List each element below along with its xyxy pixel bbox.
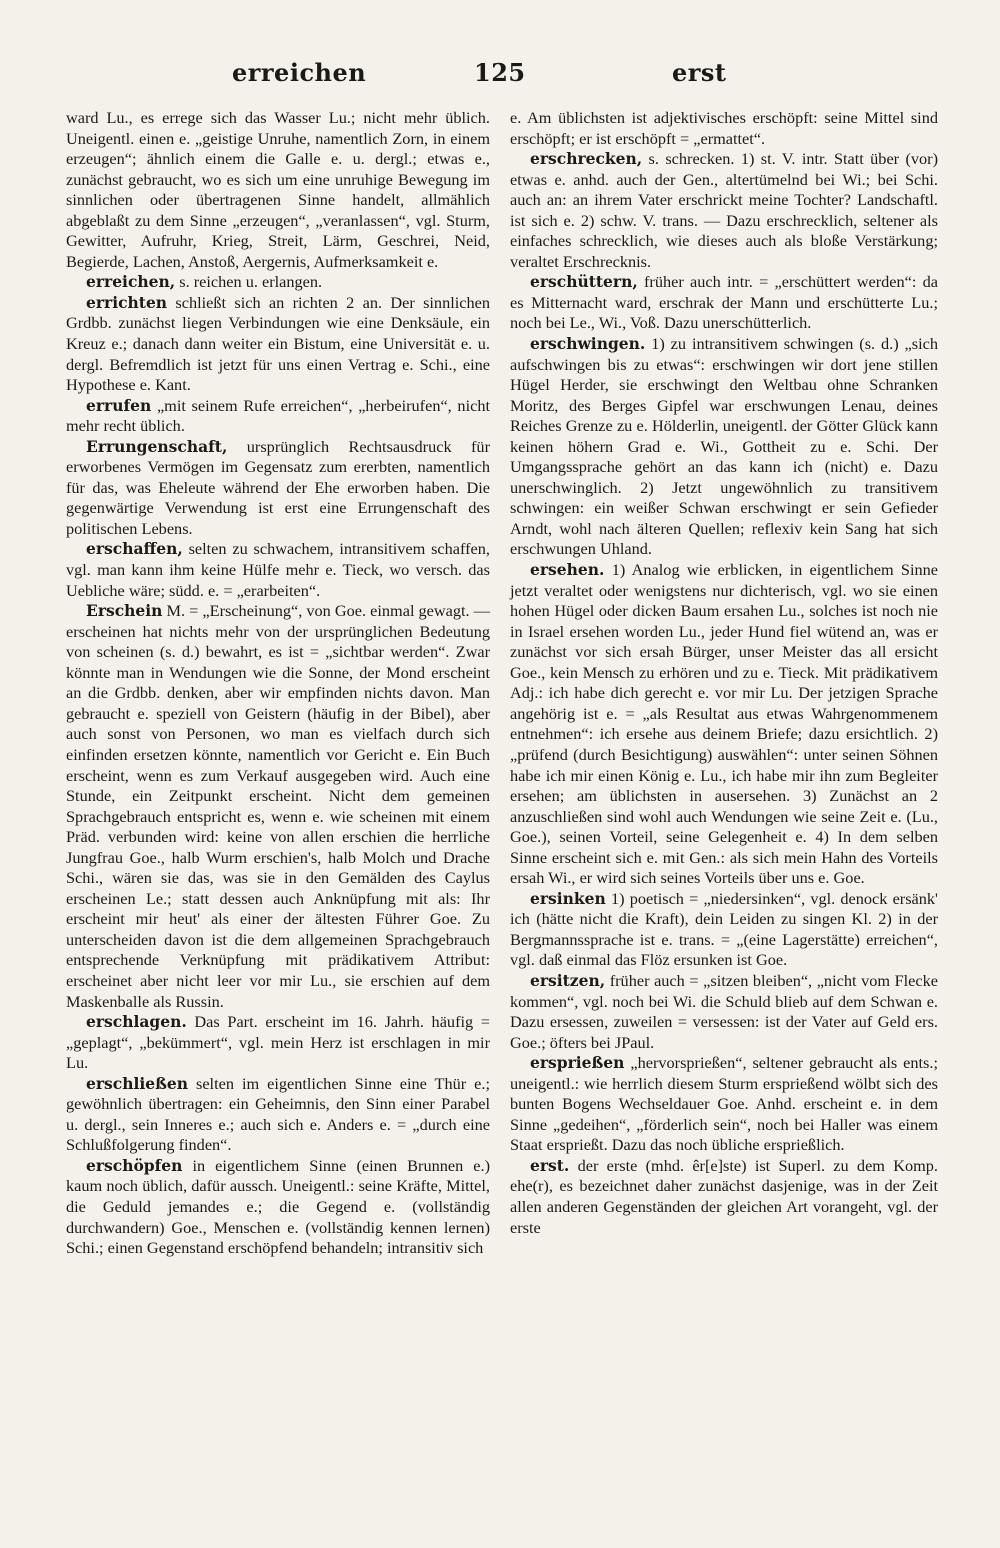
entry-headword: erschrecken, bbox=[530, 149, 643, 169]
dictionary-entry: erst. der erste (mhd. êr[e]ste) ist Superl. zu dem Komp. ehe(r), es bezeichnet daher zunächst dasjenige, was in der Zeit allen anderen Gegenständen der gleichen Art vorangeht, vgl. der erste bbox=[510, 1155, 938, 1237]
entry-headword: ersehen. bbox=[530, 560, 605, 580]
header-right-word: erst bbox=[672, 58, 727, 87]
entry-headword: ersinken bbox=[530, 888, 606, 908]
entry-headword: errichten bbox=[86, 292, 168, 312]
entry-headword: erschöpfen bbox=[86, 1155, 183, 1175]
entry-headword: erst. bbox=[530, 1155, 570, 1175]
entry-headword: ersitzen, bbox=[530, 970, 606, 990]
dictionary-entry: errufen „mit seinem Rufe erreichen“, „herbeirufen“, nicht mehr recht üblich. bbox=[66, 395, 490, 436]
dictionary-entry: erschwingen. 1) zu intransitivem schwingen (s. d.) „sich aufschwingen bis zu etwas“: erschwingen wir dort jene stillen Hügel Herder, sie erschwingt den Weltbau ohne Schranken Moritz, des Berges Gipfel war erschwungen Lenau, deines Reiches Grenze zu e. Hölderlin, uneigentl. der Götter Glück kann keinen höhern Grad e. Wi., Gottheit zu e. Schi. Der Umgangssprache gehört an das kann ich (nicht) e. Dazu unerschwinglich. 2) Jetzt ungewöhnlich zu transitivem schwingen: ein weißer Schwan erschwingt er sein Gefieder Arndt, wohl nach älteren Quellen; reflexiv kein Sang hat sich erschwungen Uhland. bbox=[510, 334, 938, 559]
dictionary-entry: erschöpfen in eigentlichem Sinne (einen Brunnen e.) kaum noch üblich, dafür aussch. Uneigentl.: seine Kräfte, Mittel, die Geduld jemandes e.; die Gegend e. (vollständig durchwandern) Goe., Menschen e. (vollständig kennen lernen) Schi.; einen Gegenstand erschöpfend behandeln; intransitiv sich bbox=[66, 1155, 490, 1258]
dictionary-entry: erreichen, s. reichen u. erlangen. bbox=[86, 272, 323, 292]
header-left-word: erreichen bbox=[232, 58, 367, 87]
entry-headword: Errungenschaft, bbox=[86, 436, 228, 456]
entry-headword: erschließen bbox=[86, 1073, 189, 1093]
dictionary-entry: ersitzen, früher auch = „sitzen bleiben“, „nicht vom Flecke kommen“, vgl. noch bei Wi. die Schuld blieb auf dem Schwan e. Dazu ersessen, zuweilen = versessen: ist der Vater auf Geld ers. Goe.; öfters bei JPaul. bbox=[510, 970, 938, 1052]
dictionary-entry: Erschein M. = „Erscheinung“, von Goe. einmal gewagt. — erscheinen hat nichts mehr von der ursprünglichen Bedeutung von scheinen (s. d.) bewahrt, es ist = „sichtbar werden“. Zwar könnte man in Wendungen wie die Sonne, der Mond erscheint an die Grdbb. denken, aber wir empfinden nichts davon. Man gebraucht e. speziell von Geistern (häufig in der Bibel), aber auch sonst von Personen, wo man es vielfach durch sich einfinden ersetzen könnte, namentlich vor Gericht e. Ein Buch erscheint, wenn es zum Verkauf ausgegeben wird. Auch eine Stunde, ein Zeitpunkt erscheint. Nicht dem gemeinen Sprachgebrauch entspricht es, wenn e. wie scheinen mit einem Präd. verbunden wird: keine von allen erschien die herrliche Jungfrau Goe., halb Wurm erschien's, halb Molch und Drache Schi., wären sie das, was sie in den Gemälden des Caylus erscheinen Le.; statt dessen auch Anknüpfung mit als: Ihr erscheint mir heut' als einer der ältesten Führer Goe. Zu unterscheiden davon ist die dem allgemeinen Sprachgebrauch entsprechende Verknüpfung mit prädikativem Attribut: erscheinet aber nicht leer vor mir Lu., sie erschien auf dem Maskenballe als Russin. bbox=[66, 601, 490, 1011]
page-number: 125 bbox=[474, 58, 526, 87]
dictionary-entry: ersinken 1) poetisch = „niedersinken“, vgl. denock ersänk' ich (hätte nicht die Kraft), dein Leiden zu singen Kl. 2) in der Bergmannssprache ist e. trans. = „(eine Lagerstätte) erreichen“, vgl. daß einmal das Flöz ersunken ist Goe. bbox=[510, 888, 938, 970]
entry-headword: erreichen, bbox=[86, 272, 176, 292]
dictionary-entry: erschließen selten im eigentlichen Sinne eine Thür e.; gewöhnlich übertragen: ein Geheimnis, den Sinn einer Parabel u. dergl., sein Inneres e.; auch sich e. Anders e. = „durch eine Schlußfolgerung finden“. bbox=[66, 1073, 490, 1155]
entry-headword: Erschein bbox=[86, 601, 163, 621]
entry-headword: errufen bbox=[86, 395, 152, 415]
dictionary-entry: erschaffen, selten zu schwachem, intransitivem schaffen, vgl. man kann ihm keine Hülfe mehr e. Tieck, wo versch. das Uebliche wäre; südd. e. = „erarbeiten“. bbox=[66, 539, 490, 600]
entry-continuation: e. Am üblichsten ist adjektivisches erschöpft: seine Mittel sind erschöpft; er ist erschöpft = „ermattet“. bbox=[510, 108, 938, 148]
dictionary-entry: erschüttern, früher auch intr. = „erschüttert werden“: da es Mitternacht ward, erschrak der Mann und erschütterte Lu.; noch bei Le., Wi., Voß. Dazu unerschütterlich. bbox=[510, 272, 938, 333]
dictionary-entry: Errungenschaft, ursprünglich Rechtsausdruck für erworbenes Vermögen im Gegensatz zum ererbten, namentlich für das, was Eheleute während der Ehe erworben haben. Die gegenwärtige Verwendung ist erst eine Errungenschaft des politischen Lebens. bbox=[66, 436, 490, 538]
dictionary-entry: ersehen. 1) Analog wie erblicken, in eigentlichem Sinne jetzt veraltet oder wenigstens nur dichterisch, vgl. wo sie einen hohen Hügel oder dicken Baum ersahen Lu., solches ist noch nie in Israel ersehen worden Lu., jeder Hund fiel wütend an, was er zunächst vor sich ersah Bürger, unser Meister das all ersicht Goe., kein Mensch zu erhören und zu e. Tieck. Mit prädikativem Adj.: ich habe dich gerecht e. vor mir Lu. Der jetzigen Sprache angehörig ist e. = „als Resultat aus etwas Wahrgenommenem entnehmen“: ich ersehe aus deinem Briefe; dazu ersichtlich. 2) „prüfend (durch Besichtigung) auswählen“: unter seinen Söhnen habe ich mir einen König e. Lu., ich habe mir ihn zum Begleiter ersehen; am üblichsten in ausersehen. 3) Zunächst an 2 anzuschließen sind wohl auch Wendungen wie seine Zeit e. (Lu., Goe.), seinen Vorteil, seine Gelegenheit e. 4) In dem selben Sinne erscheint sich e. mit Gen.: als sich mein Hahn des Vorteils ersah Wi., er wird sich seines Vorteils über uns e. Goe. bbox=[510, 560, 938, 888]
entry-continuation: ward Lu., es errege sich das Wasser Lu.; nicht mehr üblich. Uneigentl. einen e. „geistige Unruhe, namentlich Zorn, in einem erzeugen“; ähnlich einem die Galle e. u. dergl.; etwas e., zunächst gebraucht, wo es sich um eine unruhige Bewegung im sinnlichen oder übertragenen Sinne handelt, allmählich abgeblaßt zu dem Sinne „erzeugen“, „veranlassen“, vgl. Sturm, Gewitter, Aufruhr, Krieg, Streit, Lärm, Geschrei, Neid, Begierde, Lachen, Anstoß, Aergernis, Aufmerksamkeit e. bbox=[66, 108, 490, 271]
entry-headword: erschlagen. bbox=[86, 1012, 187, 1032]
dictionary-entry: erschlagen. Das Part. erscheint im 16. Jahrh. häufig = „geplagt“, „bekümmert“, vgl. mein Herz ist erschlagen in mir Lu. bbox=[66, 1012, 490, 1073]
left-column bbox=[66, 108, 490, 1259]
entry-headword: erschaffen, bbox=[86, 539, 183, 559]
dictionary-entry: erschrecken, s. schrecken. 1) st. V. intr. Statt über (vor) etwas e. anhd. auch der Gen., altertümelnd bei Wi.; bei Schi. auch an: an ihrem Vater erschrickt meine Tochter? Landschaftl. ist sich e. 2) schw. V. trans. — Dazu erschrecklich, seltener als einfaches schrecklich, wie dieses auch als bloße Verstärkung; veraltet Erschrecknis. bbox=[510, 149, 938, 271]
entry-headword: erschüttern, bbox=[530, 272, 638, 292]
entry-headword: erschwingen. bbox=[530, 334, 646, 354]
dictionary-entry: ersprießen „hervorsprießen“, seltener gebraucht als ents.; uneigentl.: wie herrlich diesem Sturm ersprießend wölbt sich des bunten Bogens Wechseldauer Goe. Anhd. erscheint e. in dem Sinne „gedeihen“, „förderlich sein“, noch bei Haller was einem Staat ersprießt. Dazu das noch übliche ersprießlich. bbox=[510, 1053, 938, 1155]
dictionary-entry: errichten schließt sich an richten 2 an. Der sinnlichen Grdbb. zunächst liegen Verbindungen wie eine Denksäule, ein Kreuz e.; danach dann weiter ein Bistum, eine Universität e. u. dergl. Befremdlich ist jetzt für uns einen Vertrag e. Schi., eine Hypothese e. Kant. bbox=[66, 292, 490, 395]
entry-headword: ersprießen bbox=[530, 1053, 625, 1073]
right-column bbox=[510, 108, 938, 1238]
running-header bbox=[62, 58, 942, 98]
